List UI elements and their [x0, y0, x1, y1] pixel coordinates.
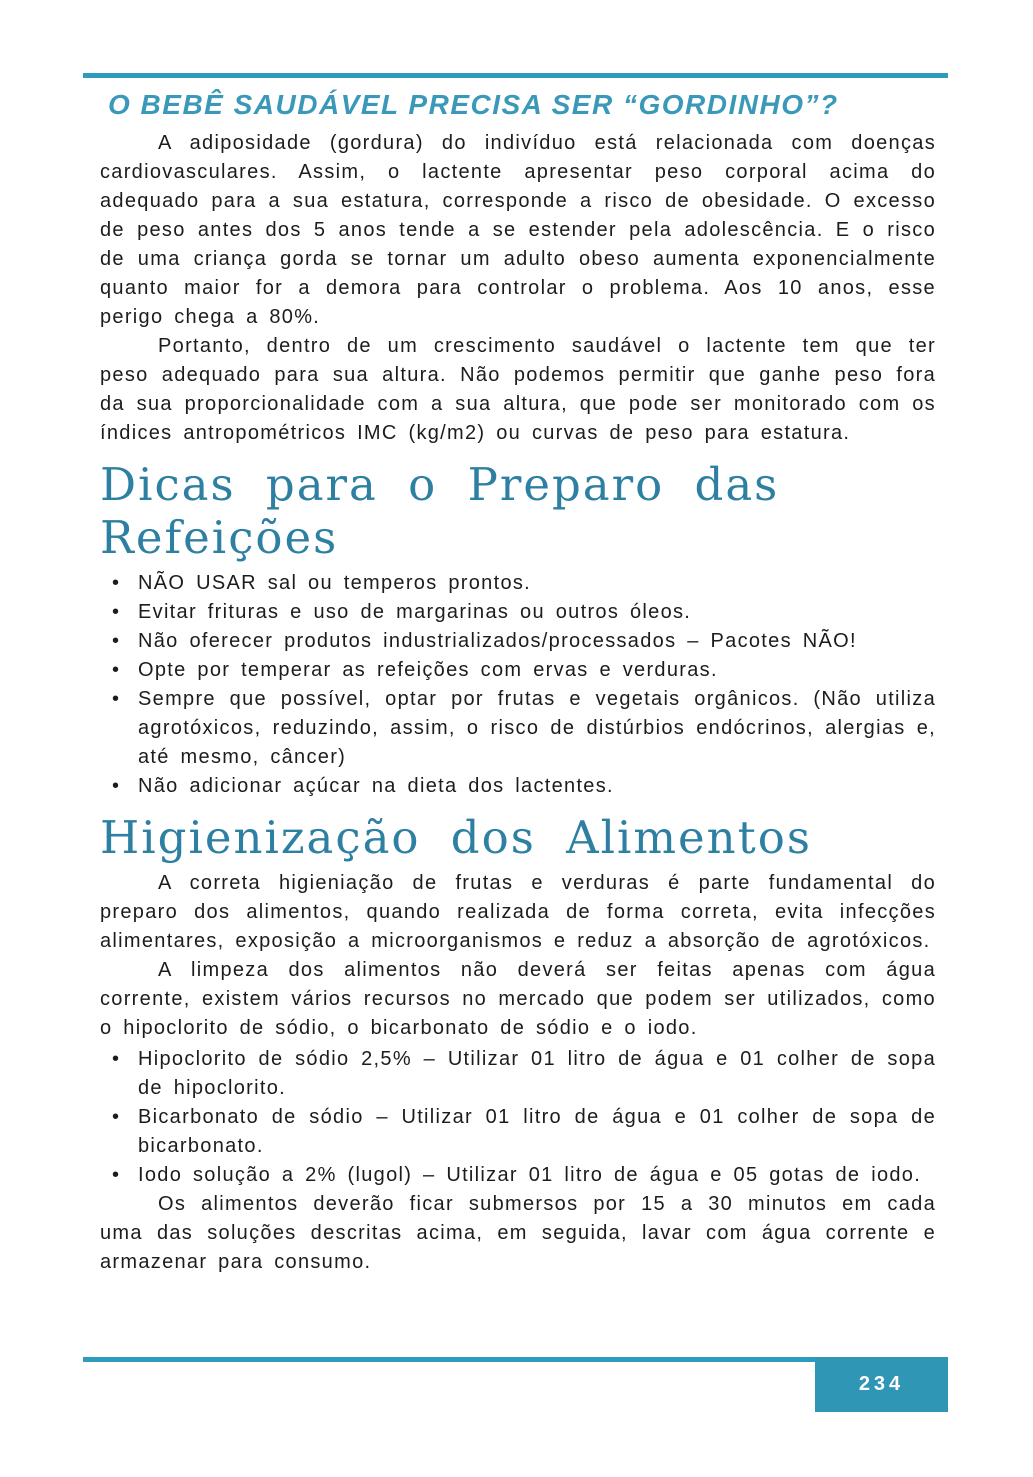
- bullet-icon: [112, 598, 120, 627]
- higienizacao-bullet-list: [100, 1045, 936, 1190]
- list-item-text: Não adicionar açúcar na dieta dos lactentes.: [138, 775, 614, 797]
- list-item: [100, 685, 936, 772]
- list-item-text: Sempre que possível, optar por frutas e vegetais orgânicos. (Não utiliza agrotóxicos, reduzindo, assim, o risco de distúrbios endócrinos, alergias e, até mesmo, câncer): [138, 688, 936, 768]
- list-item-text: Iodo solução a 2% (lugol) – Utilizar 01 litro de água e 05 gotas de iodo.: [138, 1164, 922, 1186]
- section-heading-higienizacao: Higienização dos Alimentos: [100, 811, 812, 864]
- list-item: [100, 627, 936, 656]
- higienizacao-paragraph-1: A correta higieniação de frutas e verduras é parte fundamental do preparo dos alimentos, quando realizada de forma correta, evita infecções alimentares, exposição a microorganismos e reduz a absorção de agrotóxicos.: [100, 872, 936, 952]
- list-item: [100, 656, 936, 685]
- bullet-icon: [112, 1161, 120, 1190]
- bullet-icon: [112, 772, 120, 801]
- higienizacao-paragraph-2: A limpeza dos alimentos não deverá ser feitas apenas com água corrente, existem vários recursos no mercado que podem ser utilizados, como o hipoclorito de sódio, o bicarbonato de sódio e o iodo.: [100, 959, 936, 1039]
- list-item: [100, 1045, 936, 1103]
- page-number-badge: [815, 1357, 948, 1412]
- list-item: [100, 1161, 936, 1190]
- list-item-text: Opte por temperar as refeições com ervas e verduras.: [138, 659, 718, 681]
- list-item: [100, 1103, 936, 1161]
- higienizacao-paragraph-3: Os alimentos deverão ficar submersos por 15 a 30 minutos em cada uma das soluções descritas acima, em seguida, lavar com água corrente e armazenar para consumo.: [100, 1193, 936, 1273]
- list-item-text: Hipoclorito de sódio 2,5% – Utilizar 01 litro de água e 01 colher de sopa de hipoclorito.: [138, 1048, 936, 1099]
- intro-paragraph-2: Portanto, dentro de um crescimento saudável o lactente tem que ter peso adequado para sua altura. Não podemos permitir que ganhe peso fora da sua proporcionalidade com a sua altura, que pode ser monitorado com os índices antropométricos IMC (kg/m2) ou curvas de peso para estatura.: [100, 335, 936, 444]
- bullet-icon: [112, 569, 120, 598]
- page-content: [100, 88, 936, 1277]
- bullet-icon: [112, 1103, 120, 1132]
- bullet-icon: [112, 685, 120, 714]
- page-number: 234: [858, 1373, 905, 1395]
- page-footer: [83, 1357, 948, 1413]
- bullet-icon: [112, 1045, 120, 1074]
- list-item-text: Evitar frituras e uso de margarinas ou outros óleos.: [138, 601, 692, 623]
- bullet-icon: [112, 627, 120, 656]
- intro-paragraph-1: A adiposidade (gordura) do indivíduo está relacionada com doenças cardiovasculares. Assim, o lactente apresentar peso corporal acima do adequado para a sua estatura, corresponde a risco de obesidade. O excesso de peso antes dos 5 anos tende a se estender pela adolescência. E o risco de uma criança gorda se tornar um adulto obeso aumenta exponencialmente quanto maior for a demora para controlar o problema. Aos 10 anos, esse perigo chega a 80%.: [100, 132, 936, 328]
- dicas-bullet-list: [100, 569, 936, 801]
- page-title: O BEBÊ SAUDÁVEL PRECISA SER “GORDINHO”?: [108, 89, 839, 120]
- section-heading-dicas: Dicas para o Preparo das Refeições: [100, 458, 780, 564]
- top-divider: [83, 73, 948, 78]
- list-item: [100, 598, 936, 627]
- list-item-text: Não oferecer produtos industrializados/processados – Pacotes NÃO!: [138, 630, 857, 652]
- list-item-text: NÃO USAR sal ou temperos prontos.: [138, 572, 532, 594]
- list-item: [100, 772, 936, 801]
- list-item: [100, 569, 936, 598]
- bullet-icon: [112, 656, 120, 685]
- list-item-text: Bicarbonato de sódio – Utilizar 01 litro de água e 01 colher de sopa de bicarbonato.: [138, 1106, 936, 1157]
